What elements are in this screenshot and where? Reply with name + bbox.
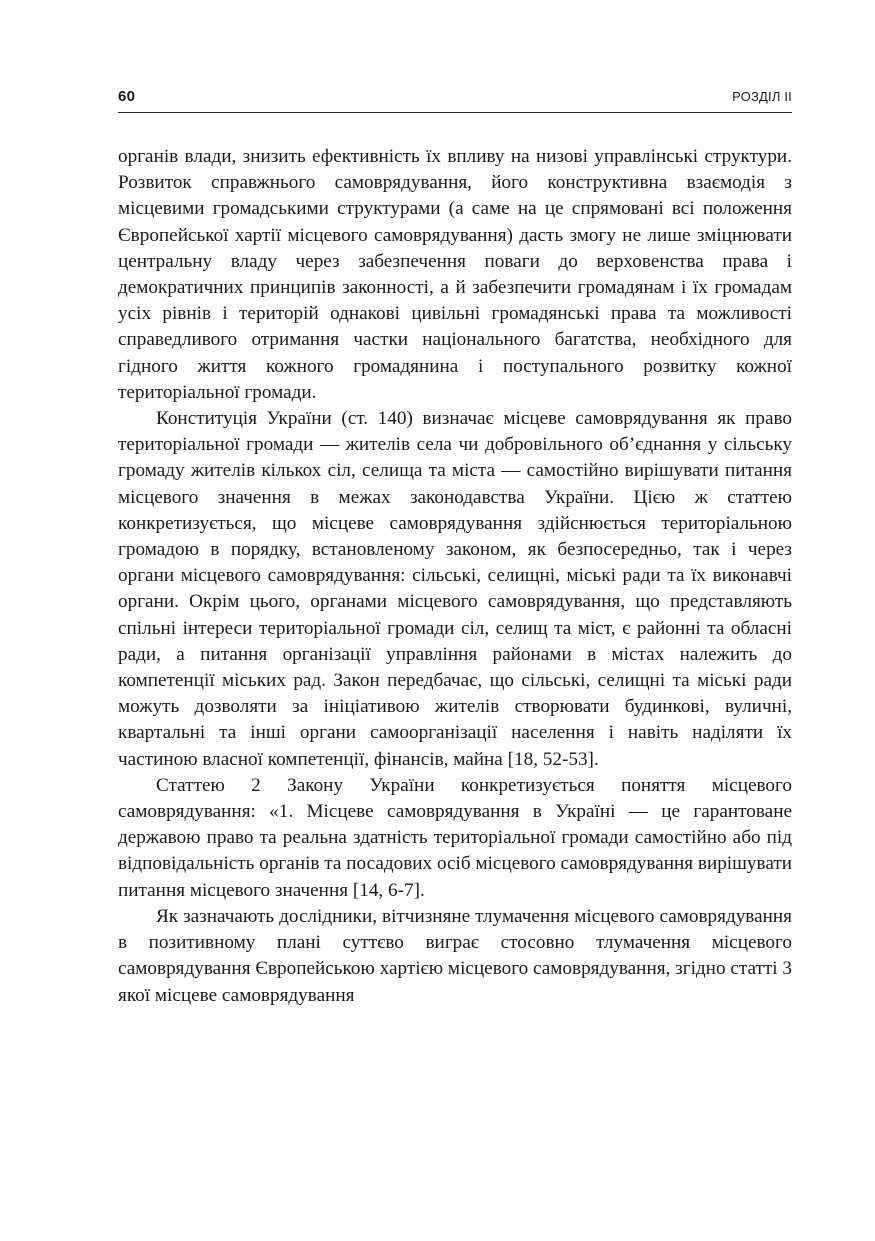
paragraph-constitution: Конституція України (ст. 140) визначає місцеве самоврядування як право територіальної громади — жителів села чи добровільного об’єднання у сільську громаду жителів кількох сіл, селища та міста — самостійно вирішувати питання місцевого значення в межах законодавства України. Цією ж статтею конкретизується, що місцеве самоврядування здійснюється територіальною громадою в порядку, встановленому законом, як безпосередньо, так і через органи місцевого самоврядування: сільські, селищні, міські ради та їх виконавчі органи. Окрім цього, органами місцевого самоврядування, що представляють спільні інтереси територіальної громади сіл, селищ та міст, є районні та обласні ради, а питання організації управління районами в містах належить до компетенції міських рад. Закон передбачає, що сільські, селищні та міські ради можуть дозволяти за ініціативою жителів створювати будинкові, вуличні, квартальні та інші органи самоорганізації населення і навіть наділяти їх частиною власної компетенції, фінансів, майна [18, 52-53]. xyxy=(118,408,792,770)
section-label: РОЗДІЛ II xyxy=(732,89,792,104)
running-header xyxy=(118,86,792,113)
paragraph-continued: органів влади, знизить ефективність їх впливу на низові управлінські структури. Розвиток справжнього самоврядування, його конструктивна взаємодія з місцевими громадськими структурами (а саме на це спрямовані всі положення Європейської хартії місцевого самоврядування) дасть змогу не лише зміцнювати центральну владу через забезпечення поваги до верховенства права і демократичних принципів законності, а й забезпечити громадянам і їх громадам усіх рівнів і територій однакові цивільні громадянські права та можливості справедливого отримання частки національного багатства, необхідного для гідного життя кожного громадянина і поступального розвитку кожної територіальної громади. xyxy=(118,146,792,403)
body-text xyxy=(118,144,792,1009)
paragraph-law-article-2: Статтею 2 Закону України конкретизується поняття місцевого самоврядування: «1. Місцеве самоврядування в Україні — це гарантоване державою право та реальна здатність територіальної громади самостійно або під відповідальність органів та посадових осіб місцевого самоврядування вирішувати питання місцевого значення [14, 6-7]. xyxy=(118,774,792,901)
page-number: 60 xyxy=(118,88,136,105)
paragraph-researchers: Як зазначають дослідники, вітчизняне тлумачення місцевого самоврядування в позитивному плані суттєво виграє стосовно тлумачення місцевого самоврядування Європейською хартією місцевого самоврядування, згідно статті 3 якої місцеве самоврядування xyxy=(118,905,792,1006)
